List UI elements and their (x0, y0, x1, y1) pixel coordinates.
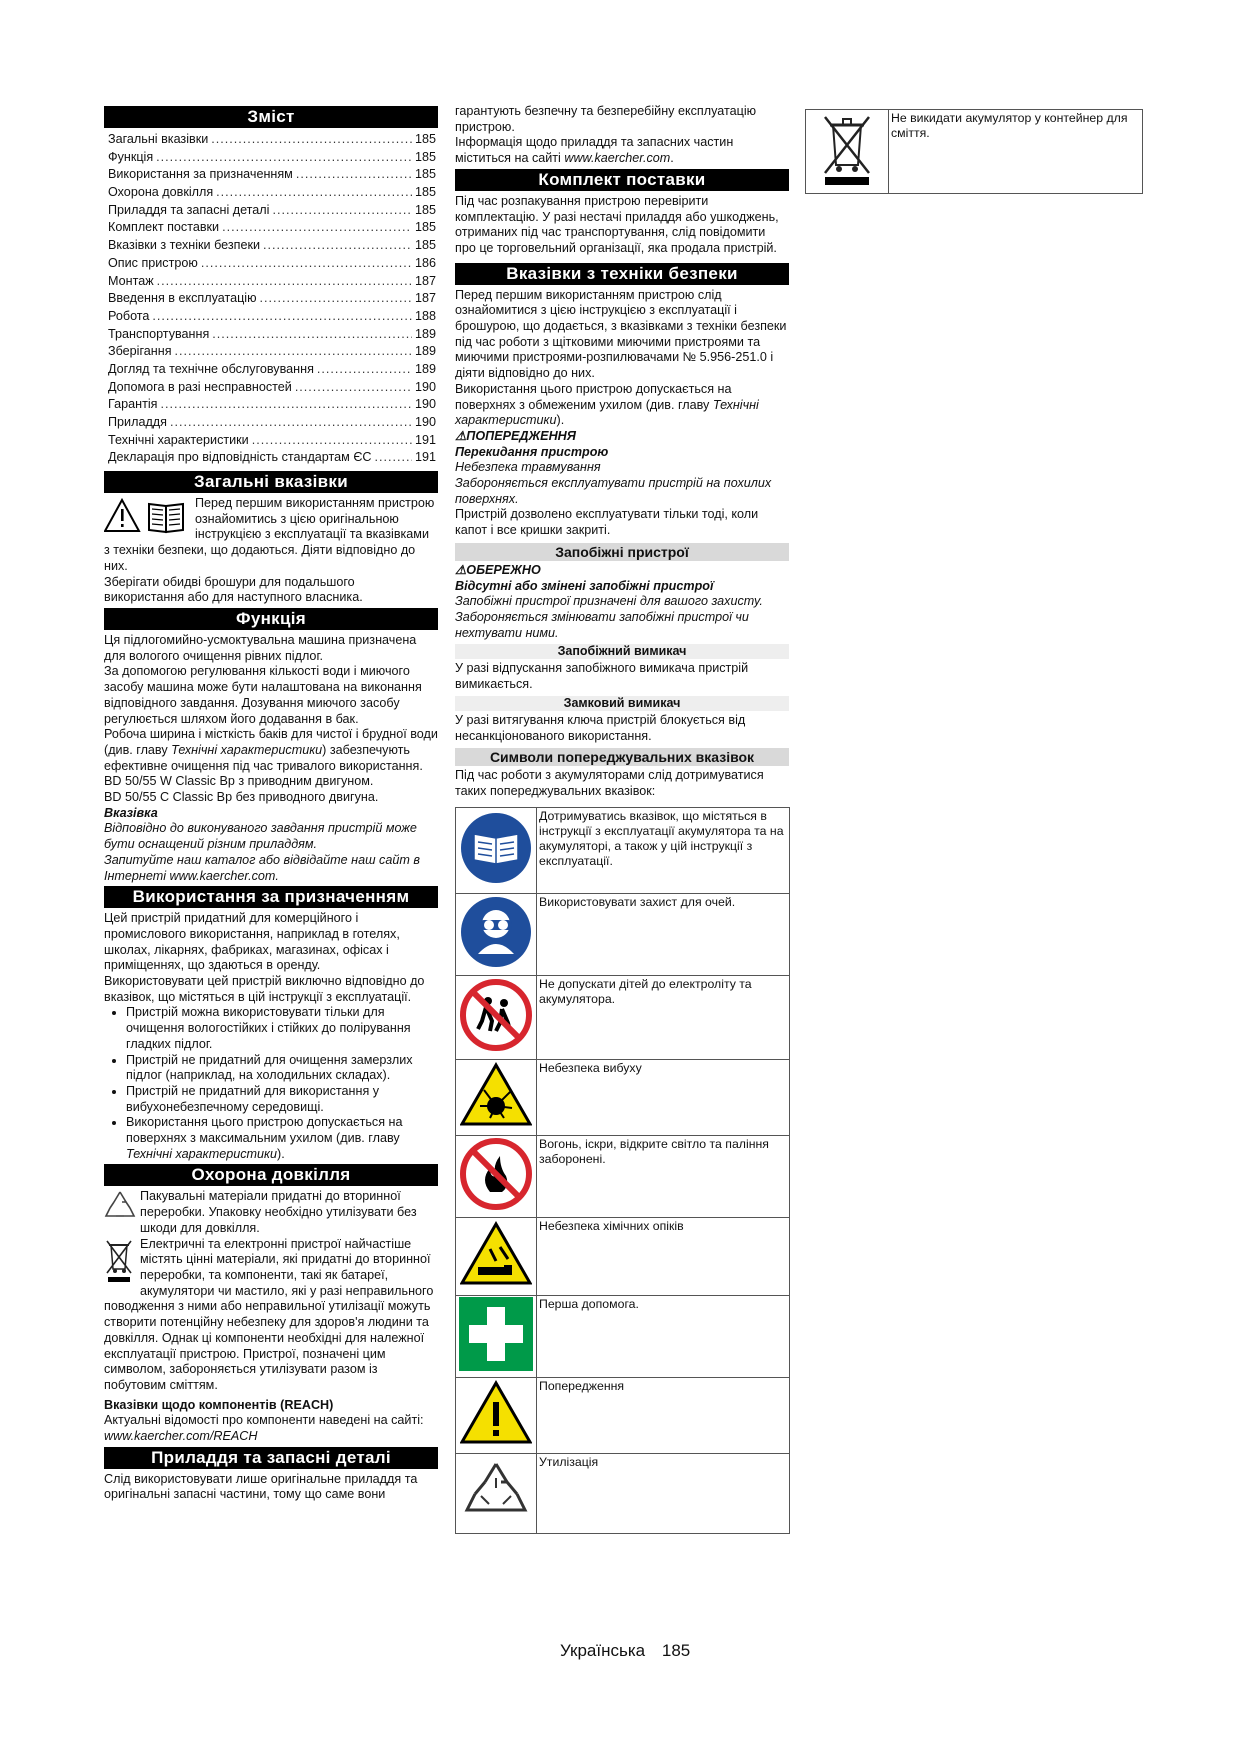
table-row (456, 1059, 790, 1135)
toc-entry[interactable] (104, 432, 438, 450)
table-row (456, 1453, 790, 1533)
footer-language: Українська (560, 1641, 646, 1660)
toc-entry[interactable] (104, 219, 438, 237)
reach-title: Вказівки щодо компонентів (REACH) (104, 1397, 334, 1412)
toc-leader-dots (374, 449, 412, 467)
toc-leader-dots (222, 219, 412, 237)
symbol-text: Утилізація (537, 1453, 790, 1533)
symbol-text: Попередження (537, 1377, 790, 1453)
battery-disposal-text: Не викидати акумулятор у контейнер для сміття. (889, 110, 1143, 194)
table-row (456, 807, 790, 893)
page-footer (560, 1643, 702, 1659)
toc-entry-title: Приладдя та запасні деталі (108, 202, 270, 217)
function-text-3: Робоча ширина і місткість баків для чистої і брудної води (див. главу Технічні характеристики) забезпечують ефективне очищення під час тривалого використання. (104, 727, 438, 773)
usage-heading: Використання за призначенням (104, 886, 438, 908)
toc-entry-page: 185 (414, 185, 436, 200)
toc-entry-page: 190 (414, 397, 436, 412)
battery-disposal-table (805, 109, 1143, 194)
caution-label: ⚠ОБЕРЕЖНО (455, 562, 541, 577)
toc-entry-title: Охорона довкілля (108, 185, 214, 200)
page-number: 185 (661, 1641, 691, 1660)
general-text-2: Зберігати обидві брошури для подальшого використання або для наступного власника. (104, 574, 363, 605)
toc-entry-page: 189 (414, 344, 436, 359)
warning-title: Перекидання пристрою (455, 444, 609, 459)
general-text-1: Перед першим використанням пристрою ознайомитись з цією оригінальною інструкцією з експлуатації та вказівками з техніки безпеки, що додаються. Діяти відповідно до них. (104, 496, 435, 573)
toc-leader-dots (157, 273, 412, 291)
list-item: • Пристрій можна використовувати тільки для очищення вологостійких і стійких до полірування гладких підлог. (126, 1005, 438, 1052)
toc-entry[interactable] (104, 414, 438, 432)
warning-text: Пристрій дозволено експлуатувати тільки тоді, коли капот і все кришки закриті. (455, 507, 759, 538)
symbol-text: Не допускати дітей до електроліту та акумулятора. (537, 975, 790, 1059)
list-item: • Пристрій не придатний для використання у вибухонебезпечному середовищі. (126, 1084, 438, 1115)
toc-leader-dots (170, 414, 412, 432)
toc-leader-dots (212, 326, 412, 344)
safety-text-2: Використання цього пристрою допускається на поверхнях з обмеженим ухилом (див. главу Технічні характеристики). (455, 381, 759, 428)
toc-entry-title: Функція (108, 149, 154, 164)
no-open-flame-icon (460, 1138, 532, 1210)
kaercher-link[interactable]: www.kaercher.com (564, 151, 671, 166)
list-item: • Використання цього пристрою допускається на поверхнях з максимальним ухилом (див. главу Технічні характеристики). (126, 1115, 438, 1162)
table-row (456, 1295, 790, 1377)
warning-icon (460, 1380, 532, 1446)
toc-entry[interactable] (104, 379, 438, 397)
protective-devices-heading: Запобіжні пристрої (455, 543, 789, 561)
crossed-out-bin-icon (821, 111, 873, 187)
recycling-icon (461, 1456, 531, 1526)
toc-entry[interactable] (104, 361, 438, 379)
toc-entry[interactable] (104, 449, 438, 467)
toc-leader-dots (152, 308, 412, 326)
toc-leader-dots (260, 290, 412, 308)
symbol-text: Небезпека хімічних опіків (537, 1217, 790, 1295)
toc-entry-page: 190 (414, 415, 436, 429)
toc-entry-title: Введення в експлуатацію (108, 291, 257, 306)
toc-leader-dots (252, 432, 412, 450)
toc-entry-page: 185 (414, 167, 436, 182)
toc-entry-title: Транспортування (108, 326, 210, 341)
warning-read-manual-icon (104, 496, 194, 536)
recycling-icon (104, 1189, 140, 1231)
toc-entry[interactable] (104, 149, 438, 167)
delivery-heading: Комплект поставки (455, 169, 789, 191)
toc-entry[interactable] (104, 308, 438, 326)
toc-leader-dots (263, 237, 412, 255)
usage-list (104, 1005, 438, 1162)
warning-symbols-heading: Символи попереджувальних вказівок (455, 748, 789, 766)
list-item: • Пристрій не придатний для очищення замерзлих підлог (наприклад, на холодильних складах). (126, 1053, 438, 1084)
toc-entry-title: Приладдя (108, 415, 167, 429)
general-heading: Загальні вказівки (104, 471, 438, 493)
function-note-2: Запитуйте наш каталог або відвідайте наш сайт в Інтернеті www.kaercher.com. (104, 852, 420, 883)
function-text-4: BD 50/55 W Classic Bp з приводним двигуном. (104, 774, 374, 789)
caution-line-1: Запобіжні пристрої призначені для вашого захисту. (455, 594, 763, 609)
function-heading: Функція (104, 608, 438, 630)
toc-entry[interactable] (104, 166, 438, 184)
table-row (456, 1377, 790, 1453)
table-row (806, 110, 1143, 194)
toc-entry-title: Вказівки з техніки безпеки (108, 238, 261, 253)
symbol-text: Дотримуватись вказівок, що містяться в інструкції з експлуатації акумулятора та на акумуляторі, а також у цій інструкції з експлуатації. (537, 807, 790, 893)
toc-entry[interactable] (104, 290, 438, 308)
toc-entry-title: Гарантія (108, 397, 158, 412)
read-manual-icon (460, 812, 532, 884)
toc-entry[interactable] (104, 131, 438, 149)
toc-leader-dots (216, 184, 412, 202)
column-2 (455, 104, 789, 1534)
toc-entry[interactable] (104, 237, 438, 255)
toc-entry-title: Загальні вказівки (108, 132, 209, 146)
environment-text-1: Пакувальні матеріали придатні до вторинної переробки. Упаковку необхідно утилізувати без шкоди для довкілля. (140, 1189, 417, 1235)
reach-text: Актуальні відомості про компоненти наведені на сайті: www.kaercher.com/REACH (104, 1413, 424, 1444)
toc-entry-page: 185 (414, 238, 436, 253)
warning-symbols-intro: Під час роботи з акумуляторами слід дотримуватися таких попереджувальних вказівок: (455, 768, 764, 798)
delivery-text: Під час розпакування пристрою перевірити комплектацію. У разі нестачі приладдя або ушкоджень, отриманих під час транспортування, слід повідомити про це торговельний організації, яка продала пристрій. (455, 193, 779, 255)
toc-entry-page: 191 (414, 450, 436, 465)
general-icons (104, 496, 194, 541)
toc-entry[interactable] (104, 273, 438, 291)
toc-leader-dots (296, 166, 412, 184)
table-row (456, 1217, 790, 1295)
toc-entry-title: Опис пристрою (108, 255, 198, 270)
usage-text-1: Цей пристрій придатний для комерційного і промислового використання, наприклад в готелях, школах, лікарнях, фабриках, магазинах, офісах і приміщеннях, що здаються в оренду. (104, 911, 400, 973)
toc-entry[interactable] (104, 396, 438, 414)
explosion-hazard-icon (460, 1062, 532, 1128)
toc-leader-dots (272, 202, 412, 220)
toc-entry[interactable] (104, 184, 438, 202)
toc-leader-dots (211, 131, 412, 149)
toc-entry-page: 189 (414, 361, 436, 376)
toc-entry-title: Зберігання (108, 344, 172, 359)
symbol-text: Небезпека вибуху (537, 1059, 790, 1135)
keep-children-away-icon (460, 979, 532, 1051)
function-note-1: Відповідно до виконуваного завдання пристрій може бути оснащений різним приладдям. (104, 821, 417, 852)
toc-entry-page: 186 (414, 255, 436, 270)
toc-entry-title: Технічні характеристики (108, 432, 249, 447)
crossed-out-bin-icon (104, 1237, 140, 1287)
environment-notes (104, 1189, 438, 1393)
caution-title: Відсутні або змінені запобіжні пристрої (455, 578, 714, 593)
toc-leader-dots (156, 149, 412, 167)
environment-heading: Охорона довкілля (104, 1164, 438, 1186)
toc-entry-page: 191 (414, 432, 436, 447)
eye-protection-icon (460, 896, 532, 968)
warning-symbols-table (455, 807, 790, 1534)
toc-entry-page: 188 (414, 308, 436, 323)
toc-entry-page: 189 (414, 326, 436, 341)
toc-entry-page: 185 (414, 220, 436, 235)
toc-entry[interactable] (104, 343, 438, 361)
toc-heading: Зміст (104, 106, 438, 128)
toc-entry-title: Монтаж (108, 273, 154, 288)
warning-label: ⚠ПОПЕРЕДЖЕННЯ (455, 428, 576, 443)
toc-entry[interactable] (104, 202, 438, 220)
toc-entry[interactable] (104, 255, 438, 273)
toc-leader-dots (317, 361, 412, 379)
safety-heading: Вказівки з техніки безпеки (455, 263, 789, 285)
toc-leader-dots (295, 379, 412, 397)
key-switch-text: У разі витягування ключа пристрій блокується від несанкціонованого використання. (455, 712, 746, 743)
first-aid-icon (459, 1297, 533, 1371)
toc-entry-title: Догляд та технічне обслуговування (108, 361, 314, 376)
key-switch-heading: Замковий вимикач (455, 696, 789, 711)
table-of-contents (104, 131, 438, 467)
toc-entry-page: 185 (414, 132, 436, 146)
toc-entry-page: 185 (414, 149, 436, 164)
symbol-text: Перша допомога. (537, 1295, 790, 1377)
accessories-text-2: Інформація щодо приладдя та запасних частин міститься на сайті www.kaercher.com. (455, 135, 734, 166)
toc-entry-page: 190 (414, 379, 436, 394)
environment-text-2: Електричні та електронні пристрої найчастіше містять цінні матеріали, які придатні до вторинної переробки, та компоненти, такі як батареї, акумулятори чи мастило, які у разі неправильного поводження з ними або неправильної утилізації можуть створити потенційну небезпеку для здоров'я людини та довкілля. Однак ці компоненти необхідні для належної експлуатації пристрою. Пристрої, позначені цим символом, забороняється утилізувати разом із побутовим сміттям. (104, 1236, 434, 1392)
function-text-1: Ця підлогомийно-усмоктувальна машина призначена для вологого очищення рівних підлог. (104, 632, 417, 663)
toc-entry-title: Декларація про відповідність стандартам ЄС (108, 450, 372, 465)
function-text-5: BD 50/55 C Classic Bp без приводного двигуна. (104, 790, 379, 805)
table-row (456, 1135, 790, 1217)
symbol-text: Використовувати захист для очей. (537, 893, 790, 975)
toc-leader-dots (201, 255, 412, 273)
caution-line-2: Забороняється змінювати запобіжні пристрої чи нехтувати ними. (455, 609, 749, 640)
accessories-text-1-continued: гарантують безпечну та безперебійну експлуатацію пристрою. (455, 104, 757, 134)
column-1 (104, 104, 438, 1503)
table-row (456, 893, 790, 975)
table-row (456, 975, 790, 1059)
toc-entry-page: 187 (414, 291, 436, 306)
toc-entry-title: Допомога в разі несправностей (108, 379, 292, 394)
safety-switch-heading: Запобіжний вимикач (455, 644, 789, 659)
toc-entry-page: 185 (414, 202, 436, 217)
toc-entry-page: 187 (414, 273, 436, 288)
chemical-burns-icon (460, 1221, 532, 1287)
toc-entry[interactable] (104, 326, 438, 344)
symbol-text: Вогонь, іскри, відкрите світло та паління заборонені. (537, 1135, 790, 1217)
general-notes (104, 496, 438, 606)
toc-leader-dots (175, 343, 412, 361)
toc-entry-title: Використання за призначенням (108, 167, 293, 182)
accessories-heading: Приладдя та запасні деталі (104, 1447, 438, 1469)
safety-text-1: Перед першим використанням пристрою слід ознайомитися з цією інструкцією з експлуатації і брошурою, що додається, з вказівками з техніки безпеки під час роботи з щітковими миючими пристроями та миючими пристроями-розпилювачами № 5.956-251.0 і діяти відповідно до них. (455, 287, 787, 381)
safety-switch-text: У разі відпускання запобіжного вимикача пристрій вимикається. (455, 661, 749, 692)
toc-entry-title: Комплект поставки (108, 220, 220, 235)
toc-leader-dots (160, 396, 412, 414)
toc-entry-title: Робота (108, 308, 150, 323)
accessories-text-1: Слід використовувати лише оригінальне приладдя та оригінальні запасні частини, тому що саме вони (104, 1471, 418, 1502)
column-3 (805, 109, 1143, 194)
warning-line-1: Небезпека травмування (455, 460, 601, 475)
warning-line-2: Забороняється експлуатувати пристрій на похилих поверхнях. (455, 476, 772, 506)
function-text-2: За допомогою регулювання кількості води і миючого засобу машина може бути налаштована на виконання відповідного завдання. Дозування миючого засобу регулюється шляхом його додавання в бак. (104, 664, 422, 726)
reach-link[interactable]: www.kaercher.com/REACH (104, 1429, 258, 1444)
usage-text-2: Використовувати цей пристрій виключно відповідно до вказівок, що містяться в цій інструкції з експлуатації. (104, 974, 425, 1004)
function-note-title: Вказівка (104, 805, 158, 820)
